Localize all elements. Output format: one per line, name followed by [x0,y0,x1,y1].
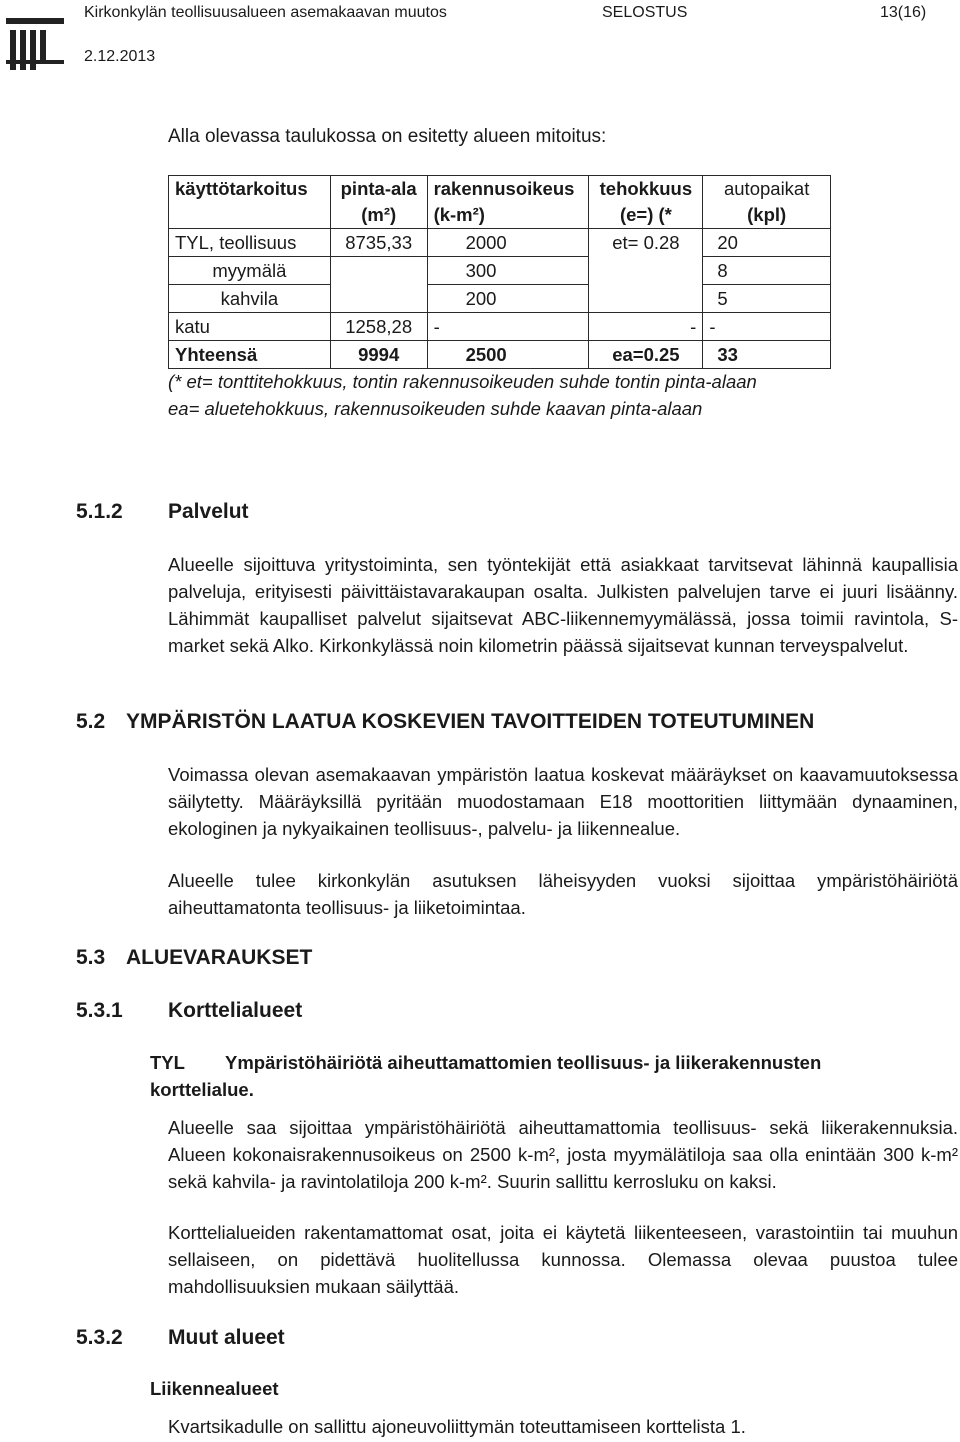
section-number: 5.3.2 [76,1326,123,1349]
doc-type: SELOSTUS [602,4,688,21]
table-row: TYL, teollisuus 8735,33 2000 et= 0.28 20 [169,229,831,257]
section-number: 5.3.1 [76,999,123,1022]
paragraph: Voimassa olevan asemakaavan ympäristön laatua koskevat määräykset on kaavamuutoksessa säilytetty. Määräyksillä pyritään muodostamaan E18 moottoritien liittymään dynaaminen, ekologinen ja nykyaikainen teollisuus-, palvelu- ja liikennealue. [168,764,958,839]
table-note: (* et= tonttitehokkuus, tontin rakennusoikeuden suhde tontin pinta-alaan [168,371,757,392]
section-number: 5.1.2 [76,500,123,523]
col-header: käyttötarkoitus [169,176,331,229]
paragraph: Alueelle sijoittuva yritystoiminta, sen työntekijät että asiakkaat tarvitsevat lähinnä kaupallisia palveluja, erityisesti päivittäistavarakaupan osalta. Julkisten palvelujen tarve ei juuri lisäänny. Lähimmät kaupalliset palvelut sijaitsevat ABC-liikennemyymälässä, jossa toimii ravintola, S-market sekä Alko. Kirkonkylässä noin kilometrin päässä sijaitsevat kunnan terveyspalvelut. [168,554,958,656]
section-title: Muut alueet [168,1326,285,1349]
section-title: YMPÄRISTÖN LAATUA KOSKEVIEN TAVOITTEIDEN TOTEUTUMINEN [126,710,815,733]
subsection-title: Liikennealueet [150,1378,279,1399]
municipality-logo-icon [6,18,64,70]
zone-description-cont: korttelialue. [150,1079,254,1100]
table-note: ea= aluetehokkuus, rakennusoikeuden suhde kaavan pinta-alaan [168,398,703,419]
section-title: Korttelialueet [168,999,303,1022]
col-header: autopaikat (kpl) [703,176,831,229]
col-header: pinta-ala (m²) [330,176,427,229]
paragraph: Korttelialueiden rakentamattomat osat, joita ei käytetä liikenteeseen, varastointiin tai muuhun sellaiseen, on pidettävä huolitellussa kunnossa. Olemassa olevaa puustoa tulee mahdollisuuksien mukaan säilyttää. [168,1222,958,1297]
paragraph: Kvartsikadulle on sallittu ajoneuvoliittymän toteuttamiseen korttelista 1. [168,1416,746,1437]
doc-title: Kirkonkylän teollisuusalueen asemakaavan muutos [84,4,447,21]
paragraph: Alueelle saa sijoittaa ympäristöhäiriötä aiheuttamattomia teollisuus- sekä liikerakennuksia. Alueen kokonaisrakennusoikeus on 2500 k-m², josta myymälätiloja saa olla enintään 300 k-m² sekä kahvila- ja ravintolatiloja 200 k-m². Suurin sallittu kerrosluku on kaksi. [168,1117,958,1192]
table-row: kahvila 200 5 [169,285,831,313]
section-title: Palvelut [168,500,249,523]
col-header: rakennusoikeus (k-m²) [427,176,589,229]
table-total-row: Yhteensä 9994 2500 ea=0.25 33 [169,341,831,369]
zone-description: Ympäristöhäiriötä aiheuttamattomien teollisuus- ja liikerakennusten [225,1052,822,1073]
doc-date: 2.12.2013 [84,48,156,65]
paragraph: Alueelle tulee kirkonkylän asutuksen läheisyyden vuoksi sijoittaa ympäristöhäiriötä aiheuttamatonta teollisuus- ja liiketoimintaa. [168,870,958,918]
table-row: katu 1258,28 - - - [169,313,831,341]
page-number: 13(16) [880,4,927,21]
col-header: tehokkuus (e=) (* [589,176,703,229]
table-row: myymälä 300 8 [169,257,831,285]
table-intro: Alla olevassa taulukossa on esitetty alueen mitoitus: [168,126,607,147]
zone-code: TYL [150,1052,185,1073]
section-number: 5.3 [76,946,106,969]
section-title: ALUEVARAUKSET [126,946,313,969]
dimension-table [168,175,831,369]
table-header-row [169,176,831,229]
section-number: 5.2 [76,710,106,733]
